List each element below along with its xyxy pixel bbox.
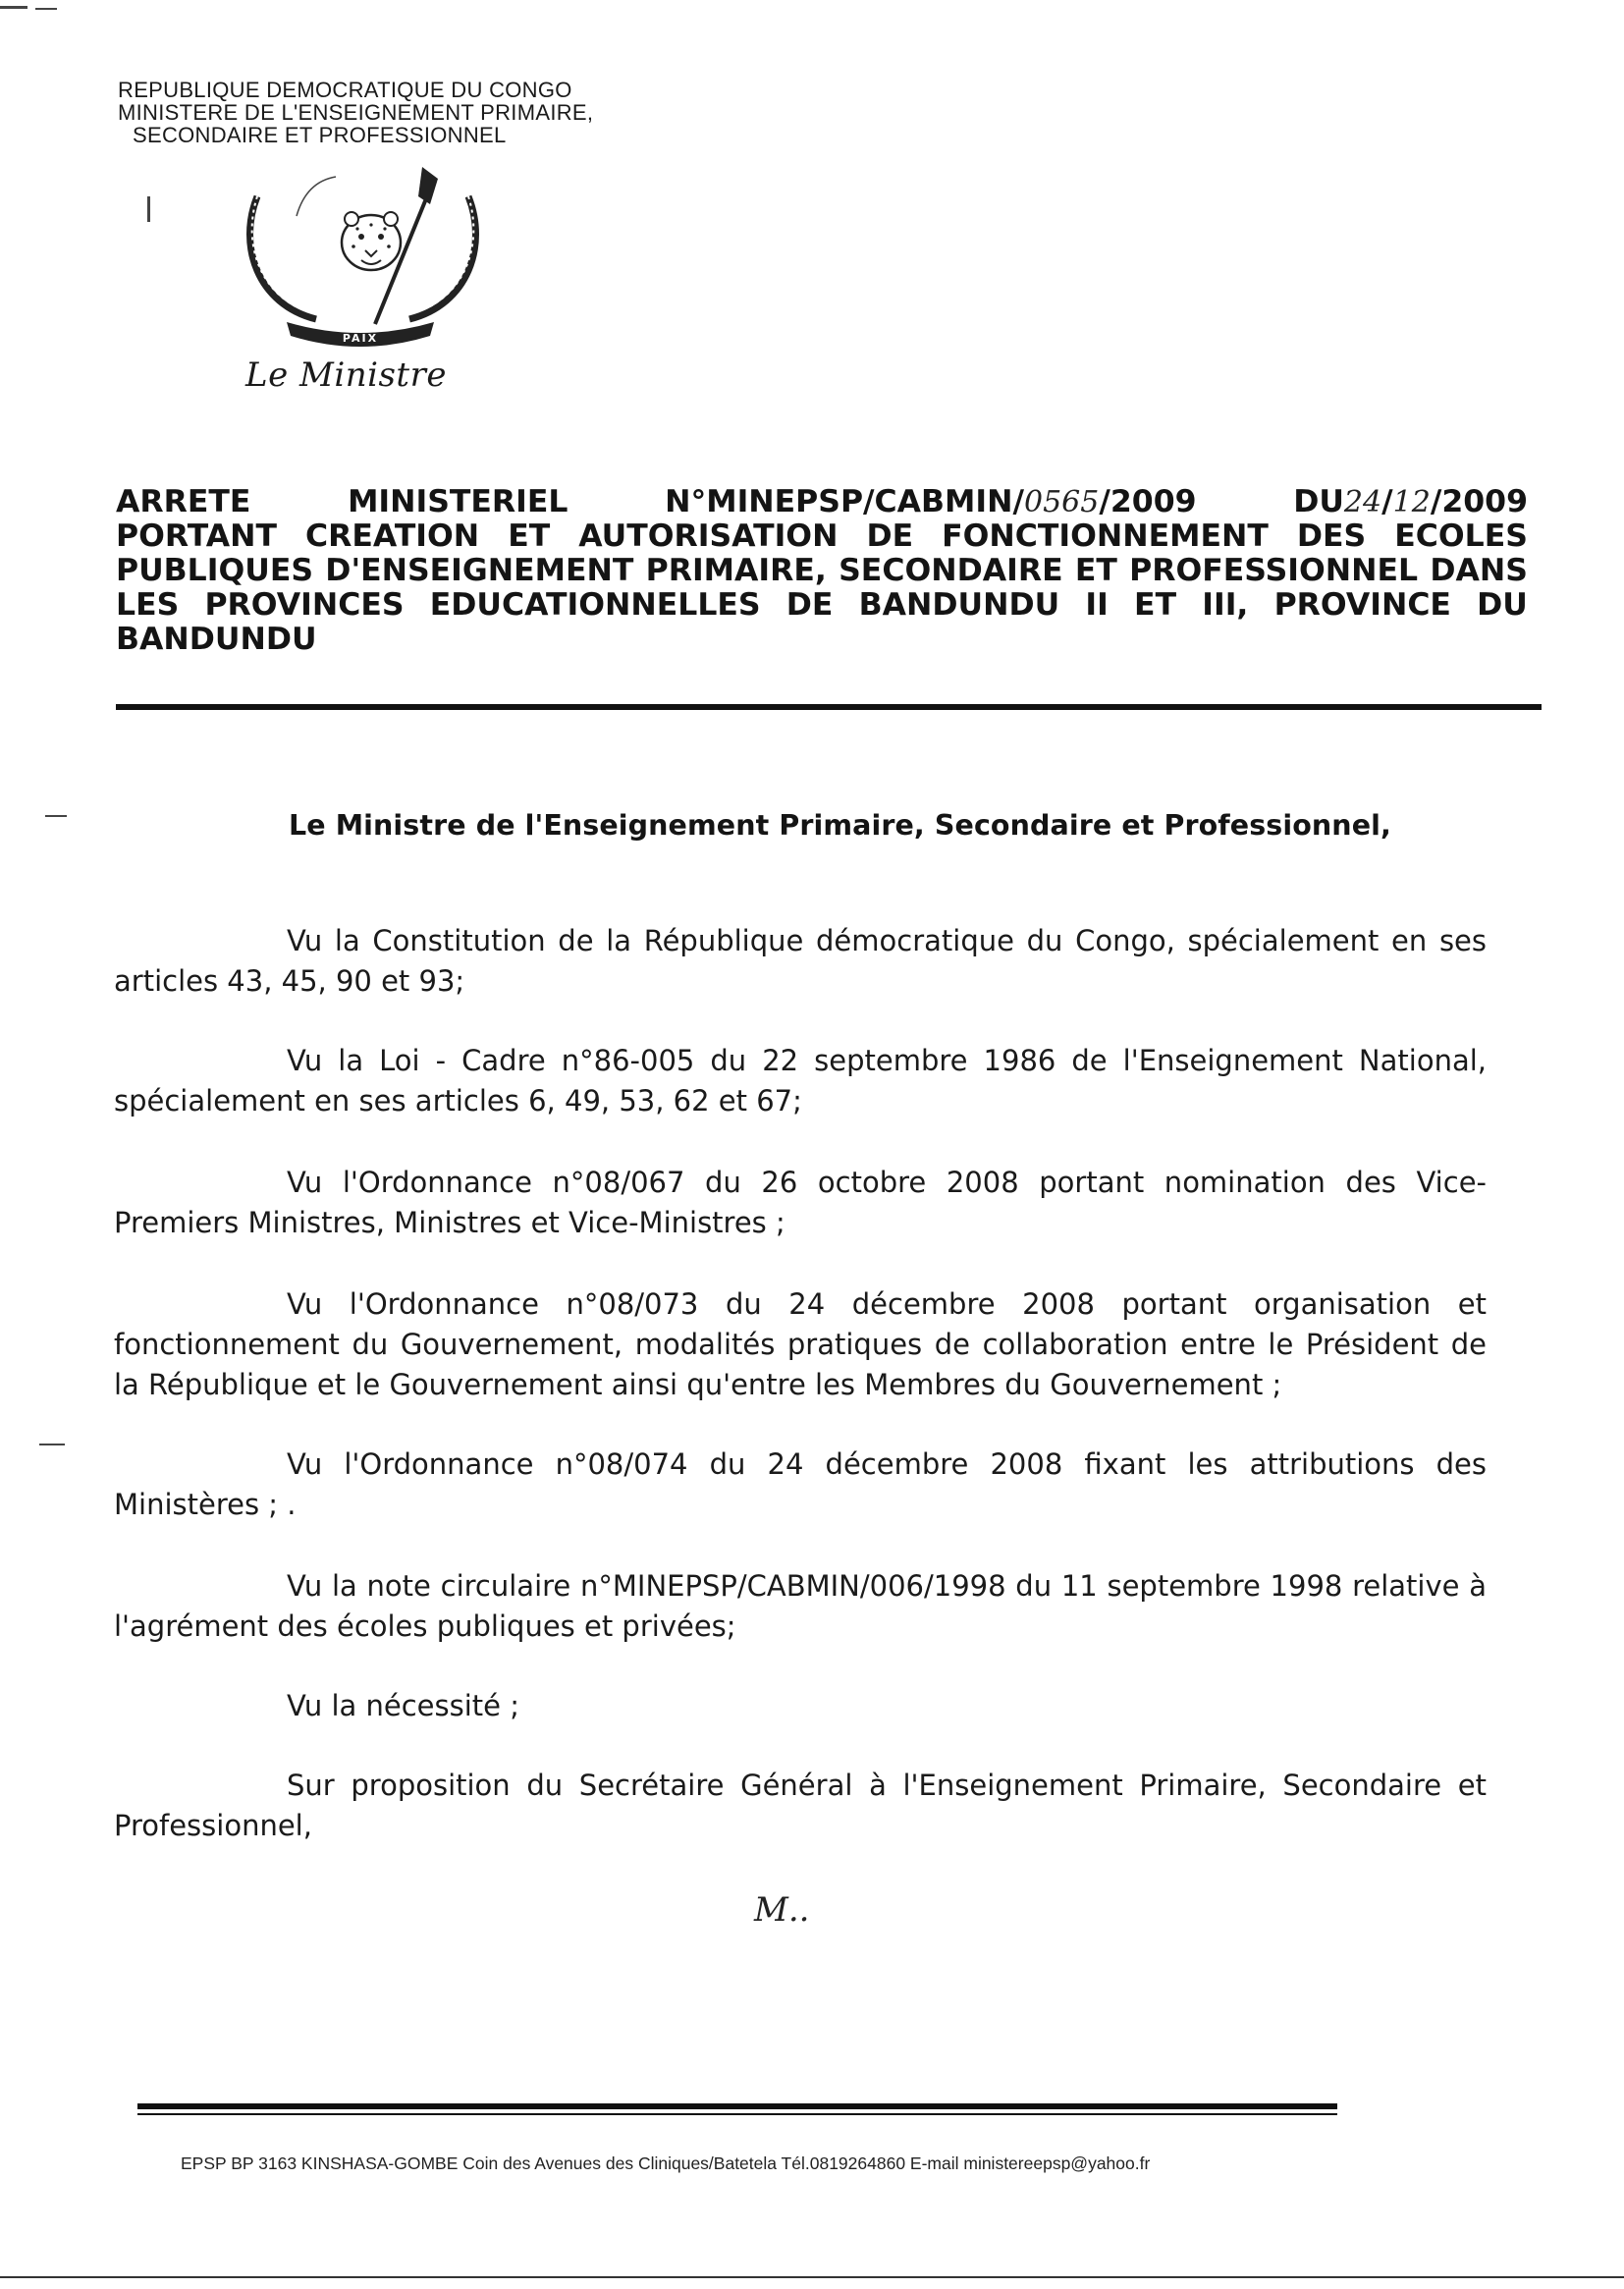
title-word: ET (1074, 553, 1117, 588)
decree-body (114, 921, 1487, 1846)
title-word: DANS (1430, 553, 1528, 588)
title-word: BANDUNDU (858, 587, 1060, 623)
decree-number-handwritten: 0565 (1024, 485, 1100, 519)
leopard-coat-of-arms-icon (228, 157, 493, 373)
decree-number-prefix: N°MINEPSP/CABMIN/ (665, 484, 1024, 519)
decree-number-year: /2009 (1099, 484, 1197, 519)
title-word: LES (116, 587, 180, 623)
footer-divider-thick (137, 2103, 1337, 2109)
scan-artifact (35, 8, 57, 10)
paragraph-loi-cadre: Vu la Loi - Cadre n°86-005 du 22 septembre 1986 de l'Enseignement National, spécialement en ses articles 6, 49, 53, 62 et 67; (114, 1044, 1487, 1117)
title-divider (116, 704, 1542, 710)
decree-date-sep: / (1381, 484, 1393, 519)
scan-artifact (39, 1444, 65, 1445)
emblem-motto: PAIX (342, 332, 379, 345)
title-word: D'ENSEIGNEMENT (325, 553, 634, 588)
minister-signature-label: Le Ministre (245, 355, 447, 395)
title-word: PRIMAIRE, (645, 553, 827, 588)
title-line-4 (116, 588, 1528, 623)
letterhead-ministry-cont: SECONDAIRE ET PROFESSIONNEL (133, 123, 507, 147)
decree-number (665, 485, 1196, 519)
title-word: ECOLES (1394, 518, 1528, 554)
title-word: PROVINCES (204, 587, 405, 623)
scan-artifact (45, 815, 67, 817)
letterhead-ministry: MINISTERE DE L'ENSEIGNEMENT PRIMAIRE, (118, 100, 594, 125)
title-word: PROVINCE (1273, 587, 1451, 623)
paragraph-proposition: Sur proposition du Secrétaire Général à l'Enseignement Primaire, Secondaire et Professionnel, (114, 1769, 1487, 1842)
decree-date-day: 24 (1343, 485, 1382, 519)
title-word: EDUCATIONNELLES (429, 587, 761, 623)
paragraph-ordonnance-067: Vu l'Ordonnance n°08/067 du 26 octobre 2008 portant nomination des Vice-Premiers Ministres, Ministres et Vice-Ministres ; (114, 1166, 1487, 1239)
title-word: PUBLIQUES (116, 553, 314, 588)
title-line-3 (116, 554, 1528, 588)
title-word: SECONDAIRE (839, 553, 1063, 588)
handwritten-initials: M.. (754, 1890, 810, 1930)
scan-artifact (0, 6, 27, 9)
title-line-2 (116, 519, 1528, 554)
paragraph-ordonnance-074: Vu l'Ordonnance n°08/074 du 24 décembre 2008 fixant les attributions des Ministères ; . (114, 1447, 1487, 1521)
footer-address: EPSP BP 3163 KINSHASA-GOMBE Coin des Avenues des Cliniques/Batetela Tél.0819264860 E-mail ministereepsp@yahoo.fr (181, 2153, 1151, 2173)
title-word: PROFESSIONNEL (1129, 553, 1419, 588)
addressing-line: Le Ministre de l'Enseignement Primaire, Secondaire et Professionnel, (289, 809, 1391, 842)
title-line-5 (116, 623, 1528, 657)
title-word: II (1085, 587, 1109, 623)
title-word: CREATION (305, 518, 480, 554)
paragraph-note-circulaire: Vu la note circulaire n°MINEPSP/CABMIN/006/1998 du 11 septembre 1998 relative à l'agrément des écoles publiques et privées; (114, 1569, 1487, 1643)
footer-divider-thin (137, 2113, 1337, 2115)
title-word: DES (1296, 518, 1367, 554)
letterhead-country: REPUBLIQUE DEMOCRATIQUE DU CONGO (118, 78, 572, 102)
title-word: ET (508, 518, 551, 554)
decree-date (1293, 485, 1528, 519)
decree-date-label: DU (1293, 484, 1344, 519)
title-word: FONCTIONNEMENT (942, 518, 1269, 554)
title-line-1 (116, 485, 1528, 519)
title-word: DE (785, 587, 834, 623)
paragraph-ordonnance-073: Vu l'Ordonnance n°08/073 du 24 décembre 2008 portant organisation et fonctionnement du Gouvernement, modalités pratiques de collaboration entre le Président de la République et le Gouvernement ainsi qu'entre les Membres du Gouvernement ; (114, 1287, 1487, 1401)
letterhead (118, 79, 593, 146)
title-word: MINISTERIEL (348, 484, 568, 519)
decree-date-month: 12 (1392, 485, 1431, 519)
title-word: ARRETE (116, 484, 251, 519)
title-word: ET (1134, 587, 1177, 623)
title-word: BANDUNDU (116, 622, 317, 657)
decree-date-year: /2009 (1430, 484, 1528, 519)
title-word: DE (866, 518, 914, 554)
paragraph-constitution: Vu la Constitution de la République démocratique du Congo, spécialement en ses articles 43, 45, 90 et 93; (114, 924, 1487, 998)
decree-title (116, 485, 1528, 657)
title-word: DU (1477, 587, 1528, 623)
title-word: AUTORISATION (578, 518, 839, 554)
title-word: III, (1202, 587, 1249, 623)
paragraph-necessite: Vu la nécessité ; (287, 1689, 519, 1722)
scan-bottom-edge (0, 2276, 1624, 2278)
title-word: PORTANT (116, 518, 277, 554)
scan-artifact (147, 196, 150, 222)
